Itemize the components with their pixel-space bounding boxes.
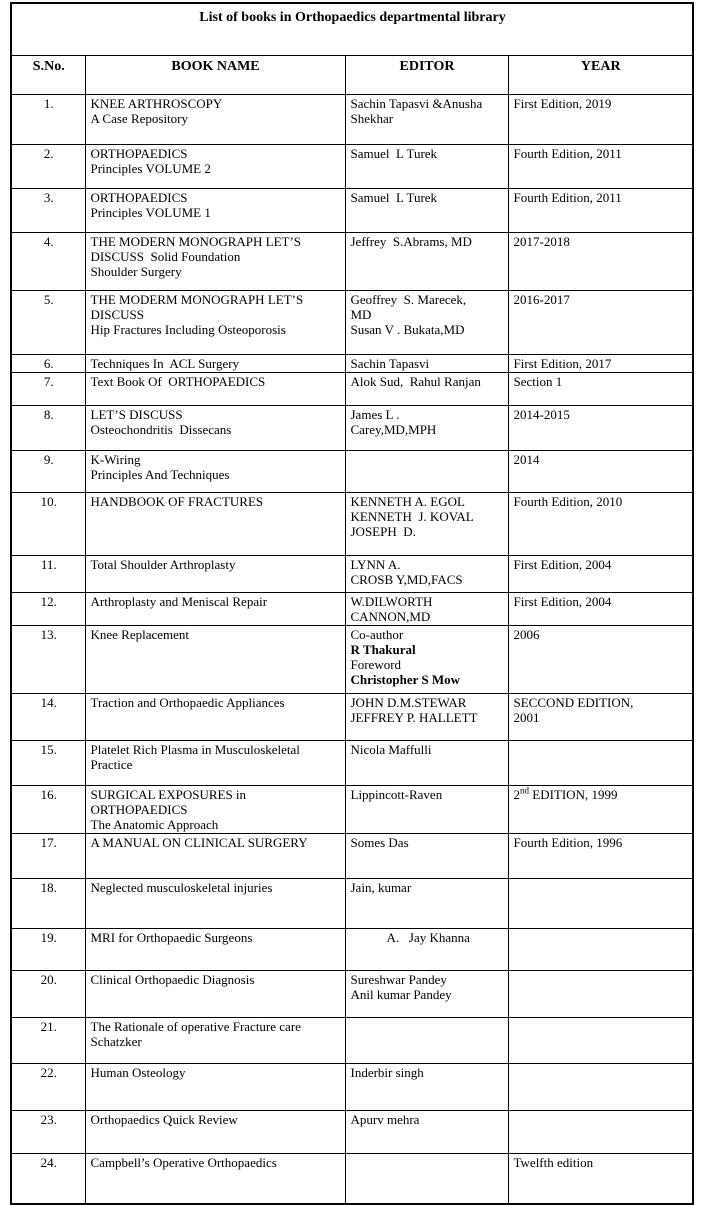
text-line: Techniques In ACL Surgery xyxy=(90,356,240,371)
text-line: DISCUSS xyxy=(90,307,144,322)
text-line: 11. xyxy=(40,557,57,572)
text-line: MD xyxy=(350,307,372,322)
text-line: Sureshwar Pandey xyxy=(350,972,447,987)
table-body xyxy=(11,95,693,1204)
editor-cell xyxy=(345,556,508,593)
book-row xyxy=(11,1154,693,1204)
year-cell xyxy=(508,694,693,741)
year-cell xyxy=(508,189,693,233)
sno-cell xyxy=(11,741,85,786)
sno-cell xyxy=(11,451,85,493)
year-cell xyxy=(508,145,693,189)
book-name-cell xyxy=(85,493,345,556)
text-line: The Rationale of operative Fracture care xyxy=(90,1019,301,1034)
year-cell xyxy=(508,1064,693,1111)
column-header-year: YEAR xyxy=(508,56,693,95)
year-cell xyxy=(508,834,693,879)
book-row xyxy=(11,493,693,556)
sno-cell xyxy=(11,233,85,291)
book-name-cell xyxy=(85,145,345,189)
editor-cell xyxy=(345,406,508,451)
text-line: 13. xyxy=(40,627,57,642)
book-row xyxy=(11,189,693,233)
sno-cell xyxy=(11,373,85,406)
text-line: Twelfth edition xyxy=(513,1155,594,1170)
editor-cell xyxy=(345,355,508,373)
text-line: Shoulder Surgery xyxy=(90,264,182,279)
text-line: 6. xyxy=(43,356,54,371)
book-row xyxy=(11,971,693,1018)
book-name-cell xyxy=(85,971,345,1018)
text-line: Human Osteology xyxy=(90,1065,186,1080)
editor-cell xyxy=(345,1064,508,1111)
editor-cell xyxy=(345,291,508,355)
text-line: Fourth Edition, 2010 xyxy=(513,494,623,509)
header-row xyxy=(11,56,693,95)
text-line: Somes Das xyxy=(350,835,409,850)
editor-cell xyxy=(345,834,508,879)
text-line: 24. xyxy=(40,1155,57,1170)
text-line: Principles VOLUME 2 xyxy=(90,161,211,176)
text-line: Fourth Edition, 1996 xyxy=(513,835,623,850)
sno-cell xyxy=(11,694,85,741)
text-line: 18. xyxy=(40,880,57,895)
book-name-cell xyxy=(85,741,345,786)
book-row xyxy=(11,233,693,291)
book-name-cell xyxy=(85,373,345,406)
text-line: Knee Replacement xyxy=(90,627,190,642)
year-cell xyxy=(508,879,693,929)
text-line: 10. xyxy=(40,494,57,509)
book-name-cell xyxy=(85,1111,345,1154)
sno-cell xyxy=(11,626,85,694)
text-line: CANNON,MD xyxy=(350,609,431,624)
text-line: Alok Sud, Rahul Ranjan xyxy=(350,374,481,389)
superscript: nd xyxy=(520,785,529,796)
editor-cell xyxy=(345,786,508,834)
book-row xyxy=(11,1018,693,1064)
page-title: List of books in Orthopaedics departmental library xyxy=(11,3,693,56)
book-name-cell xyxy=(85,834,345,879)
text-line: 2006 xyxy=(513,627,540,642)
text-line: Text Book Of ORTHOPAEDICS xyxy=(90,374,266,389)
editor-cell xyxy=(345,879,508,929)
book-row xyxy=(11,556,693,593)
text-line: LYNN A. xyxy=(350,557,401,572)
editor-cell xyxy=(345,95,508,145)
book-name-cell xyxy=(85,593,345,626)
text-line: JOSEPH D. xyxy=(350,524,416,539)
text-line: K-Wiring xyxy=(90,452,141,467)
text-line: Apurv mehra xyxy=(350,1112,420,1127)
sno-cell xyxy=(11,355,85,373)
year-cell xyxy=(508,493,693,556)
book-name-cell xyxy=(85,929,345,971)
title-row xyxy=(11,3,693,56)
text-line: JOHN D.M.STEWAR xyxy=(350,695,467,710)
book-name-cell xyxy=(85,189,345,233)
text-line: LET’S DISCUSS xyxy=(90,407,183,422)
text-line: First Edition, 2004 xyxy=(513,594,612,609)
book-name-cell xyxy=(85,233,345,291)
year-cell xyxy=(508,971,693,1018)
book-name-cell xyxy=(85,1154,345,1204)
text-line: 2. xyxy=(43,146,54,161)
text-line: 2016-2017 xyxy=(513,292,570,307)
text-line: Practice xyxy=(90,757,133,772)
year-cell xyxy=(508,291,693,355)
text-line: Co-author xyxy=(350,627,404,642)
year-cell xyxy=(508,373,693,406)
text-line: 8. xyxy=(43,407,54,422)
book-row xyxy=(11,786,693,834)
editor-cell xyxy=(345,741,508,786)
editor-cell xyxy=(345,373,508,406)
book-name-cell xyxy=(85,786,345,834)
text-line: Osteochondritis Dissecans xyxy=(90,422,232,437)
book-name-cell xyxy=(85,355,345,373)
year-cell xyxy=(508,355,693,373)
book-row xyxy=(11,929,693,971)
text-line: 5. xyxy=(43,292,54,307)
year-cell xyxy=(508,786,693,834)
text-line: SURGICAL EXPOSURES in xyxy=(90,787,247,802)
text-line: Neglected musculoskeletal injuries xyxy=(90,880,273,895)
year-cell xyxy=(508,1111,693,1154)
text-line: DISCUSS Solid Foundation xyxy=(90,249,241,264)
book-row xyxy=(11,406,693,451)
sno-cell xyxy=(11,786,85,834)
sno-cell xyxy=(11,1111,85,1154)
text-line: Christopher S Mow xyxy=(350,672,461,687)
editor-cell xyxy=(345,1111,508,1154)
text-line: Nicola Maffulli xyxy=(350,742,432,757)
book-name-cell xyxy=(85,95,345,145)
sno-cell xyxy=(11,1154,85,1204)
book-row xyxy=(11,451,693,493)
editor-cell xyxy=(345,1018,508,1064)
text-line: 2001 xyxy=(513,710,540,725)
column-header-editor: EDITOR xyxy=(345,56,508,95)
year-cell xyxy=(508,929,693,971)
text-line: Section 1 xyxy=(513,374,563,389)
text-line: Shekhar xyxy=(350,111,394,126)
text-line: JEFFREY P. HALLETT xyxy=(350,710,478,725)
text-line: SECCOND EDITION, xyxy=(513,695,634,710)
text-line: 4. xyxy=(43,234,54,249)
year-cell xyxy=(508,1154,693,1204)
text-line: A Case Repository xyxy=(90,111,188,126)
sno-cell xyxy=(11,556,85,593)
text-line: A. Jay Khanna xyxy=(386,930,470,945)
year-cell xyxy=(508,406,693,451)
text-line: A MANUAL ON CLINICAL SURGERY xyxy=(90,835,308,850)
text-line: 19. xyxy=(40,930,57,945)
editor-cell xyxy=(345,593,508,626)
text-line: Arthroplasty and Meniscal Repair xyxy=(90,594,268,609)
sno-cell xyxy=(11,291,85,355)
text-line: KENNETH J. KOVAL xyxy=(350,509,474,524)
book-name-cell xyxy=(85,291,345,355)
text-line: Sachin Tapasvi xyxy=(350,356,430,371)
sno-cell xyxy=(11,1018,85,1064)
book-name-cell xyxy=(85,1018,345,1064)
text-line: First Edition, 2017 xyxy=(513,356,612,371)
editor-cell xyxy=(345,493,508,556)
text-line: 1. xyxy=(43,96,54,111)
text-line: 22. xyxy=(40,1065,57,1080)
text-line: James L . xyxy=(350,407,400,422)
editor-cell xyxy=(345,929,508,971)
text-line: 15. xyxy=(40,742,57,757)
text-line: Schatzker xyxy=(90,1034,142,1049)
book-row xyxy=(11,694,693,741)
text-line: Carey,MD,MPH xyxy=(350,422,437,437)
sno-cell xyxy=(11,406,85,451)
book-name-cell xyxy=(85,451,345,493)
book-row xyxy=(11,879,693,929)
text-line: ORTHOPAEDICS xyxy=(90,146,188,161)
text-line: Foreword xyxy=(350,657,402,672)
text-line: 14. xyxy=(40,695,57,710)
table-head xyxy=(11,3,693,95)
text-line: 23. xyxy=(40,1112,57,1127)
sno-cell xyxy=(11,879,85,929)
text-line: Orthopaedics Quick Review xyxy=(90,1112,238,1127)
editor-cell xyxy=(345,626,508,694)
text-line: 20. xyxy=(40,972,57,987)
text-line: Principles VOLUME 1 xyxy=(90,205,211,220)
text-line: First Edition, 2019 xyxy=(513,96,612,111)
text-line: ORTHOPAEDICS xyxy=(90,190,188,205)
text-line: 21. xyxy=(40,1019,57,1034)
sno-cell xyxy=(11,971,85,1018)
text-line: Clinical Orthopaedic Diagnosis xyxy=(90,972,255,987)
book-row xyxy=(11,1064,693,1111)
text-line: The Anatomic Approach xyxy=(90,817,219,832)
book-name-cell xyxy=(85,1064,345,1111)
book-row xyxy=(11,291,693,355)
sno-cell xyxy=(11,593,85,626)
editor-cell xyxy=(345,189,508,233)
sno-cell xyxy=(11,834,85,879)
editor-cell xyxy=(345,971,508,1018)
text-line: CROSB Y,MD,FACS xyxy=(350,572,463,587)
text-line: Traction and Orthopaedic Appliances xyxy=(90,695,285,710)
text-line: First Edition, 2004 xyxy=(513,557,612,572)
book-row xyxy=(11,593,693,626)
text-line: 9. xyxy=(43,452,54,467)
text-line: Sachin Tapasvi &Anusha xyxy=(350,96,483,111)
sno-cell xyxy=(11,1064,85,1111)
text-line: Jain, kumar xyxy=(350,880,412,895)
text-line: Total Shoulder Arthroplasty xyxy=(90,557,236,572)
text-line: THE MODERM MONOGRAPH LET’S xyxy=(90,292,304,307)
sno-cell xyxy=(11,189,85,233)
year-cell xyxy=(508,1018,693,1064)
text-line: 16. xyxy=(40,787,57,802)
book-name-cell xyxy=(85,556,345,593)
editor-cell xyxy=(345,145,508,189)
year-cell xyxy=(508,95,693,145)
books-table xyxy=(10,2,694,1205)
text-line: W.DILWORTH xyxy=(350,594,433,609)
text-line: Inderbir singh xyxy=(350,1065,424,1080)
text-line: Samuel L Turek xyxy=(350,146,438,161)
book-name-cell xyxy=(85,626,345,694)
year-cell xyxy=(508,451,693,493)
editor-cell xyxy=(345,233,508,291)
year-cell xyxy=(508,556,693,593)
year-cell xyxy=(508,741,693,786)
year-cell xyxy=(508,626,693,694)
book-name-cell xyxy=(85,694,345,741)
text-line: THE MODERN MONOGRAPH LET’S xyxy=(90,234,302,249)
text-line: 2014-2015 xyxy=(513,407,570,422)
text-line: 7. xyxy=(43,374,54,389)
column-header-book-name: BOOK NAME xyxy=(85,56,345,95)
text-line: Hip Fractures Including Osteoporosis xyxy=(90,322,286,337)
text-line: Lippincott-Raven xyxy=(350,787,443,802)
text-line: 3. xyxy=(43,190,54,205)
editor-cell xyxy=(345,1154,508,1204)
column-header-sno: S.No. xyxy=(11,56,85,95)
sno-cell xyxy=(11,929,85,971)
text-line: R Thakural xyxy=(350,642,416,657)
text-line: ORTHOPAEDICS xyxy=(90,802,188,817)
book-name-cell xyxy=(85,406,345,451)
sno-cell xyxy=(11,493,85,556)
book-name-cell xyxy=(85,879,345,929)
text-line: Susan V . Bukata,MD xyxy=(350,322,465,337)
book-row xyxy=(11,1111,693,1154)
text-line: HANDBOOK OF FRACTURES xyxy=(90,494,264,509)
text-line: 12. xyxy=(40,594,57,609)
book-row xyxy=(11,626,693,694)
text-line: 2017-2018 xyxy=(513,234,570,249)
book-row xyxy=(11,355,693,373)
text-line: Geoffrey S. Marecek, xyxy=(350,292,467,307)
book-row xyxy=(11,834,693,879)
text-line: Fourth Edition, 2011 xyxy=(513,190,622,205)
book-row xyxy=(11,95,693,145)
sno-cell xyxy=(11,95,85,145)
year-cell xyxy=(508,593,693,626)
book-row xyxy=(11,741,693,786)
editor-cell xyxy=(345,451,508,493)
text-line: Anil kumar Pandey xyxy=(350,987,452,1002)
text-line: Campbell’s Operative Orthopaedics xyxy=(90,1155,277,1170)
text-line: 17. xyxy=(40,835,57,850)
text-line: Fourth Edition, 2011 xyxy=(513,146,622,161)
sno-cell xyxy=(11,145,85,189)
editor-cell xyxy=(345,694,508,741)
book-row xyxy=(11,373,693,406)
text-line: Principles And Techniques xyxy=(90,467,230,482)
text-line: KENNETH A. EGOL xyxy=(350,494,465,509)
text-line: 2nd EDITION, 1999 xyxy=(513,785,618,802)
text-line: KNEE ARTHROSCOPY xyxy=(90,96,223,111)
text-line: Platelet Rich Plasma in Musculoskeletal xyxy=(90,742,300,757)
text-line: 2014 xyxy=(513,452,540,467)
book-row xyxy=(11,145,693,189)
year-cell xyxy=(508,233,693,291)
text-line: MRI for Orthopaedic Surgeons xyxy=(90,930,253,945)
text-line: Jeffrey S.Abrams, MD xyxy=(350,234,472,249)
text-line: Samuel L Turek xyxy=(350,190,438,205)
